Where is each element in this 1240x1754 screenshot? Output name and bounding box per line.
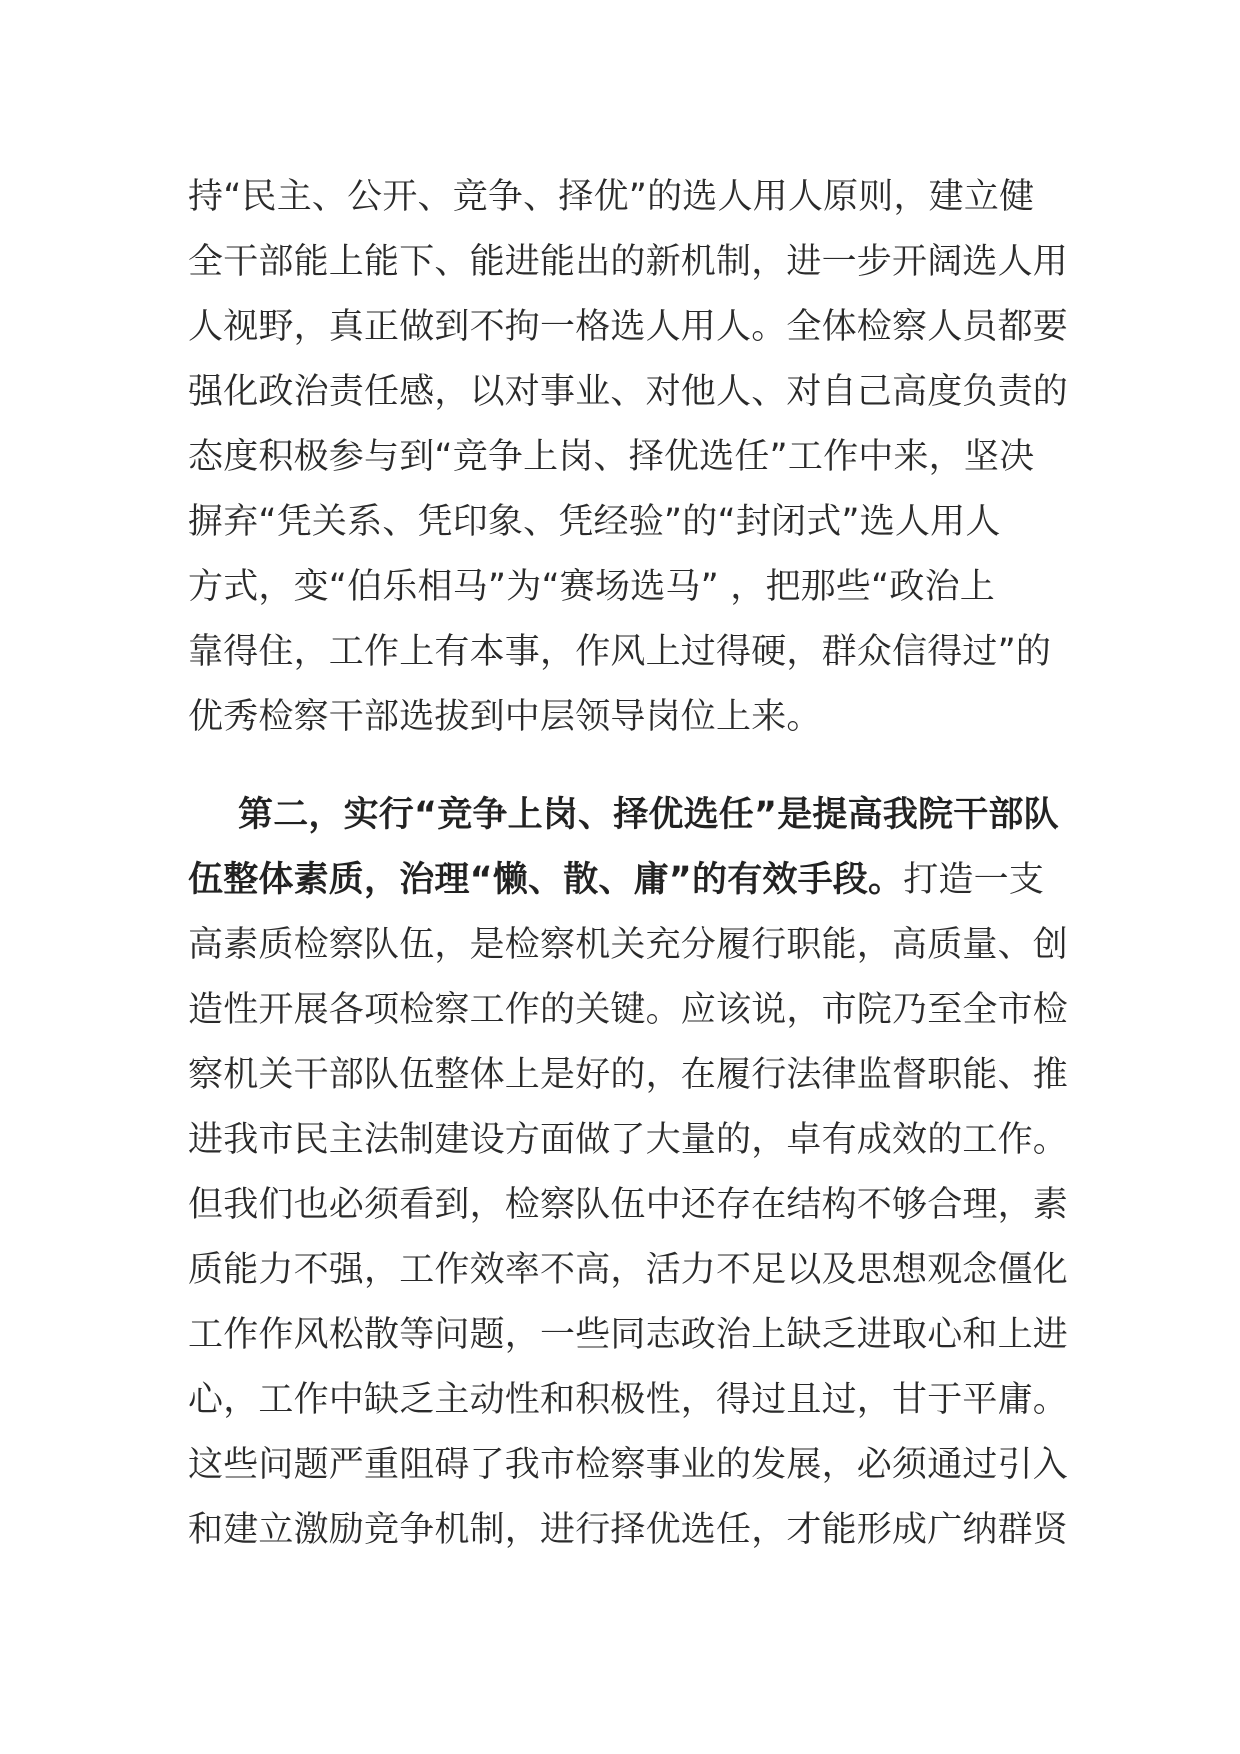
paragraph-2 (188, 783, 1069, 1563)
heading-line: 第二，实行“竞争上岗、择优选任”是提高我院干部队 (238, 795, 1059, 835)
heading-bold-text: 伍整体素质，治理“懒、散、庸”的有效手段。 (188, 860, 904, 900)
text-line: 但我们也必须看到，检察队伍中还存在结构不够合理，素 (188, 1185, 1069, 1225)
heading-normal-text: 打造一支 (903, 860, 1045, 900)
paragraph-1 (188, 165, 1069, 750)
text-line: 质能力不强，工作效率不高，活力不足以及思想观念僵化 (188, 1250, 1069, 1290)
text-line: 方式，变“伯乐相马”为“赛场选马” ，把那些“政治上 (188, 567, 995, 607)
text-line: 优秀检察干部选拔到中层领导岗位上来。 (188, 697, 822, 737)
text-line: 持“民主、公开、竞争、择优”的选人用人原则，建立健 (188, 177, 1035, 217)
text-line: 态度积极参与到“竞争上岗、择优选任”工作中来，坚决 (188, 437, 1035, 477)
text-line: 全干部能上能下、能进能出的新机制，进一步开阔选人用 (188, 242, 1069, 282)
text-line: 摒弃“凭关系、凭印象、凭经验”的“封闭式”选人用人 (188, 502, 1001, 542)
text-line: 心，工作中缺乏主动性和积极性，得过且过，甘于平庸。 (188, 1380, 1069, 1420)
text-line: 强化政治责任感，以对事业、对他人、对自己高度负责的 (188, 372, 1069, 412)
text-line: 靠得住，工作上有本事，作风上过得硬，群众信得过”的 (188, 632, 1052, 672)
text-line: 这些问题严重阻碍了我市检察事业的发展，必须通过引入 (188, 1445, 1069, 1485)
text-line: 人视野，真正做到不拘一格选人用人。全体检察人员都要 (188, 307, 1069, 347)
text-line: 进我市民主法制建设方面做了大量的，卓有成效的工作。 (188, 1120, 1069, 1160)
text-line: 高素质检察队伍，是检察机关充分履行职能，高质量、创 (188, 925, 1069, 965)
text-line: 造性开展各项检察工作的关键。应该说，市院乃至全市检 (188, 990, 1069, 1030)
heading-line-mixed (188, 848, 1058, 913)
text-line: 察机关干部队伍整体上是好的，在履行法律监督职能、推 (188, 1055, 1069, 1095)
text-line: 工作作风松散等问题，一些同志政治上缺乏进取心和上进 (188, 1315, 1069, 1355)
text-line: 和建立激励竞争机制，进行择优选任，才能形成广纳群贤 (188, 1510, 1069, 1550)
